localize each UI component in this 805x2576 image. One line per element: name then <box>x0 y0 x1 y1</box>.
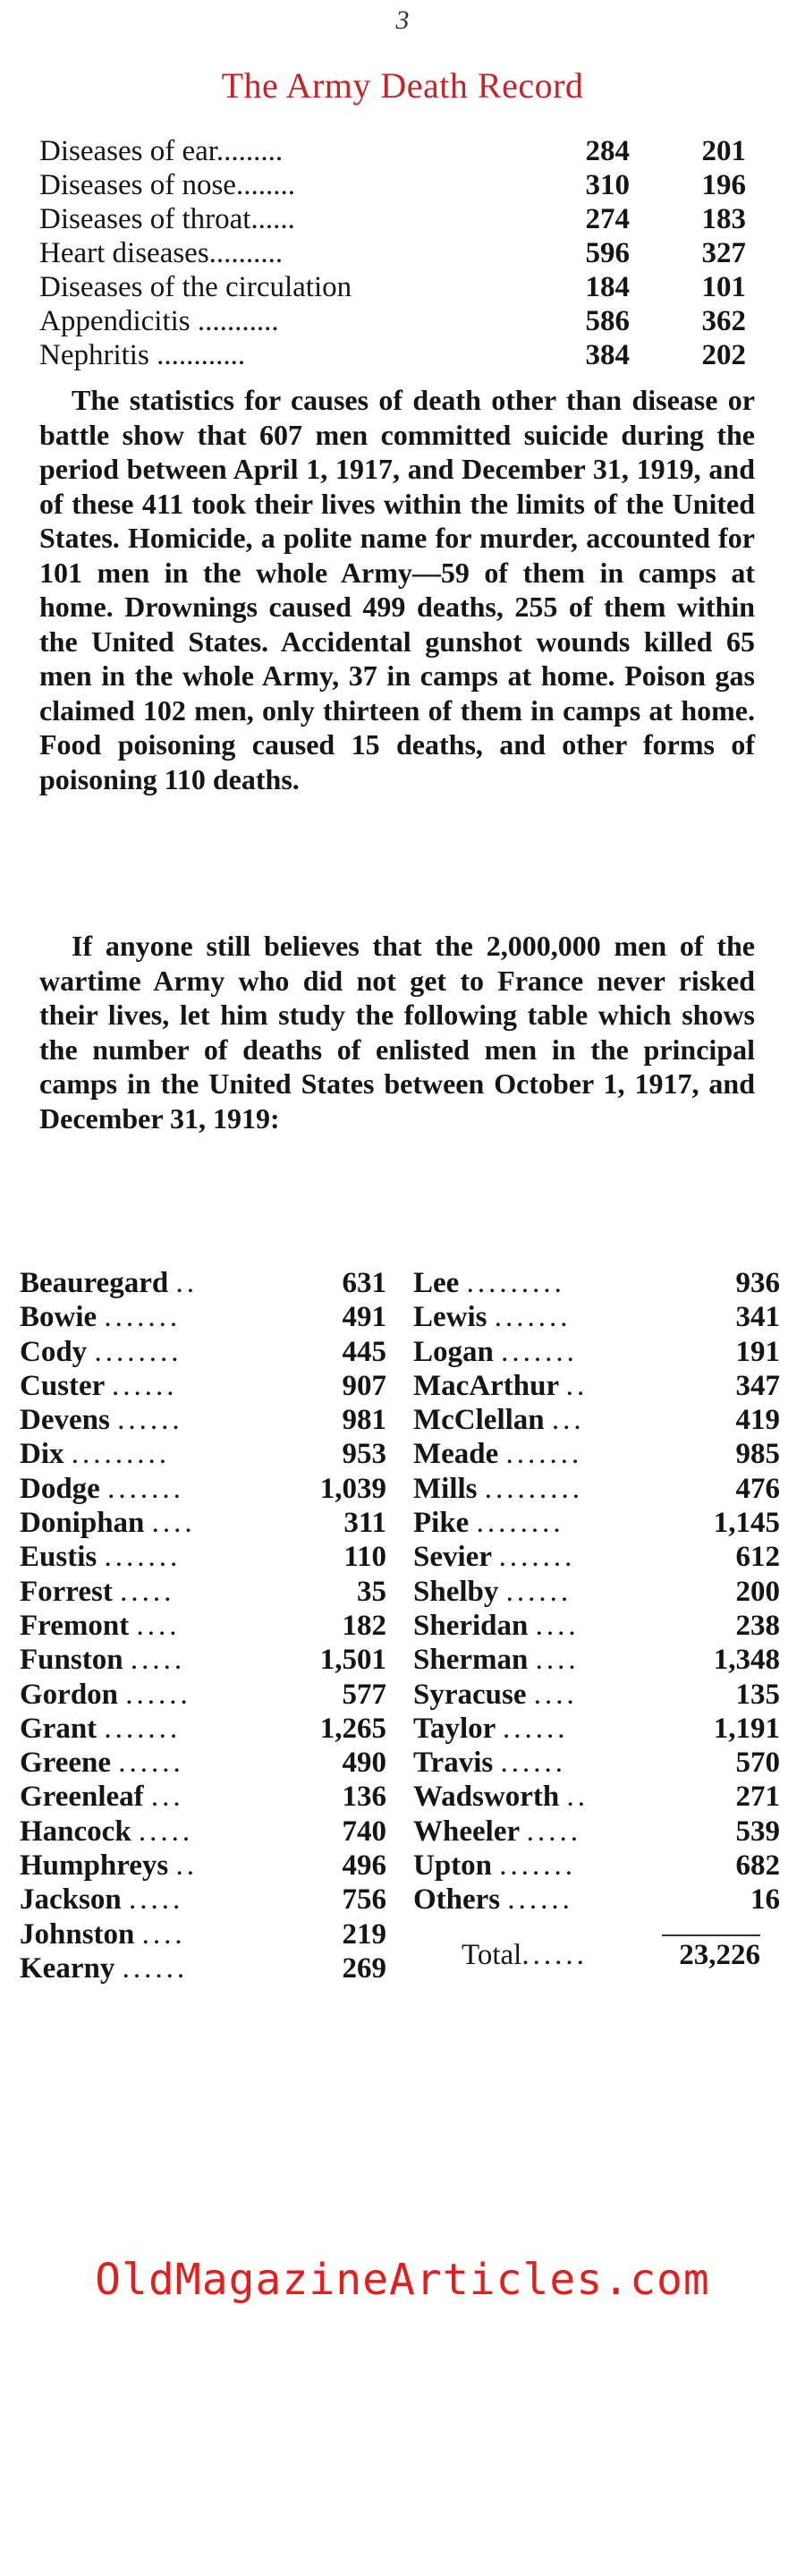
camp-name: Taylor ...... <box>413 1712 569 1745</box>
camp-deaths: 219 <box>342 1917 386 1951</box>
camp-deaths: 238 <box>735 1609 780 1642</box>
camp-row <box>413 1437 780 1471</box>
disease-value-1: 184 <box>585 271 630 303</box>
camp-row <box>413 1335 780 1369</box>
camp-name: Kearny ...... <box>20 1951 189 1985</box>
camp-row <box>20 1849 386 1883</box>
camp-deaths: 200 <box>735 1575 780 1608</box>
disease-name: Heart diseases.......... <box>39 237 284 269</box>
camp-deaths: 1,348 <box>713 1644 780 1677</box>
camp-name: Others ...... <box>413 1883 573 1917</box>
disease-name: Appendicitis ........... <box>39 305 279 337</box>
camp-deaths: 110 <box>343 1541 386 1574</box>
camp-deaths: 631 <box>342 1267 386 1299</box>
site-watermark: OldMagazineArticles.com <box>95 2255 710 2305</box>
camp-row <box>413 1815 780 1849</box>
camp-name: Greene ...... <box>20 1747 184 1780</box>
camp-column-right <box>413 1266 780 1917</box>
camp-deaths: 311 <box>343 1507 386 1540</box>
camp-deaths: 445 <box>342 1335 386 1368</box>
camp-name: Doniphan .... <box>20 1507 196 1540</box>
total-row <box>394 1938 760 1972</box>
disease-value-1: 310 <box>585 169 630 201</box>
camp-name: Wheeler ..... <box>413 1815 582 1848</box>
camp-deaths: 191 <box>735 1335 780 1368</box>
camp-row <box>20 1951 386 1985</box>
disease-value-2: 327 <box>701 237 746 269</box>
camp-row <box>20 1712 386 1746</box>
camp-name: Devens ...... <box>20 1404 183 1437</box>
camp-deaths: 612 <box>735 1541 780 1574</box>
disease-row <box>39 304 755 338</box>
article-title: The Army Death Record <box>221 65 584 106</box>
camp-deaths: 1,039 <box>319 1472 386 1505</box>
camp-deaths: 490 <box>342 1747 386 1780</box>
camp-row <box>20 1780 386 1814</box>
camp-row <box>20 1815 386 1849</box>
camp-row <box>20 1266 386 1300</box>
camp-name: Wadsworth .. <box>413 1781 589 1814</box>
disease-value-1: 596 <box>585 237 630 269</box>
camp-deaths: 16 <box>750 1883 780 1917</box>
camp-deaths: 1,145 <box>713 1507 780 1540</box>
disease-name: Diseases of the circulation <box>39 271 352 303</box>
camp-name: Gordon ...... <box>20 1678 191 1711</box>
disease-value-2: 183 <box>701 203 746 235</box>
camp-deaths: 985 <box>735 1438 780 1471</box>
camp-row <box>413 1575 780 1609</box>
disease-value-2: 202 <box>701 339 746 371</box>
camp-name: Pike ........ <box>413 1507 564 1540</box>
camp-row <box>20 1746 386 1780</box>
camp-deaths: 341 <box>735 1301 780 1334</box>
camp-name: Dix ......... <box>20 1438 170 1471</box>
camp-row <box>413 1609 780 1643</box>
disease-value-2: 101 <box>701 271 746 303</box>
disease-name: Nephritis ............ <box>39 339 246 371</box>
camp-name: Lee ......... <box>413 1267 565 1299</box>
camp-row <box>413 1403 780 1437</box>
camp-deaths: 1,501 <box>319 1644 386 1677</box>
total-rule <box>662 1934 760 1936</box>
camp-name: Dodge ....... <box>20 1472 184 1505</box>
page-number: 3 <box>395 5 410 35</box>
disease-name: Diseases of throat...... <box>39 203 295 235</box>
camp-row <box>20 1472 386 1506</box>
camp-deaths: 577 <box>342 1678 386 1711</box>
camp-name: Syracuse .... <box>413 1678 578 1711</box>
camp-row <box>20 1643 386 1677</box>
camp-name: Shelby ...... <box>413 1575 572 1608</box>
disease-name: Diseases of nose........ <box>39 169 295 201</box>
camp-row <box>20 1437 386 1471</box>
disease-value-1: 384 <box>585 339 630 371</box>
camp-deaths: 347 <box>735 1369 780 1402</box>
camp-column-left <box>20 1266 386 1985</box>
disease-value-1: 284 <box>585 135 630 167</box>
camp-deaths: 1,265 <box>319 1712 386 1745</box>
camp-row <box>20 1335 386 1369</box>
disease-table <box>39 134 755 372</box>
camp-name: Mills ......... <box>413 1472 583 1505</box>
camp-row <box>413 1369 780 1403</box>
camp-row <box>413 1849 780 1883</box>
camp-deaths: 135 <box>735 1678 780 1711</box>
camp-row <box>20 1369 386 1403</box>
camp-name: Sherman .... <box>413 1644 580 1677</box>
camp-deaths: 756 <box>342 1883 386 1917</box>
camp-deaths: 136 <box>342 1781 386 1814</box>
disease-row <box>39 236 755 270</box>
camp-deaths: 570 <box>735 1747 780 1780</box>
camp-row <box>20 1403 386 1437</box>
camp-name: Grant ....... <box>20 1712 182 1745</box>
camp-name: Eustis ....... <box>20 1541 182 1574</box>
camp-row <box>20 1575 386 1609</box>
camp-row <box>413 1883 780 1917</box>
camp-name: Johnston .... <box>20 1917 186 1951</box>
camp-name: Custer ...... <box>20 1369 178 1402</box>
camp-deaths: 953 <box>342 1438 386 1471</box>
camp-name: Beauregard .. <box>20 1267 198 1299</box>
disease-row <box>39 134 755 168</box>
camp-row <box>413 1472 780 1506</box>
camp-row <box>20 1506 386 1540</box>
disease-row <box>39 270 755 304</box>
camp-row <box>413 1746 780 1780</box>
camp-name: McClellan ... <box>413 1404 585 1437</box>
disease-value-1: 586 <box>585 305 630 337</box>
camp-row <box>413 1643 780 1677</box>
camp-name: Forrest ..... <box>20 1575 175 1608</box>
camp-row <box>20 1883 386 1917</box>
camp-deaths: 476 <box>735 1472 780 1505</box>
disease-value-2: 201 <box>701 135 746 167</box>
camp-deaths: 491 <box>342 1301 386 1334</box>
camp-deaths: 35 <box>357 1575 386 1608</box>
camp-row <box>413 1780 780 1814</box>
camp-name: Cody ........ <box>20 1335 182 1368</box>
camp-name: Jackson ..... <box>20 1883 184 1917</box>
disease-row <box>39 168 755 202</box>
camp-deaths: 182 <box>342 1609 386 1642</box>
camp-deaths: 981 <box>342 1404 386 1437</box>
camp-name: Lewis ....... <box>413 1301 572 1334</box>
paragraph-camps-intro: If anyone still believes that the 2,000,000 men of the wartime Army who did not get to France never risked their lives, let him study the following table which shows the number of deaths of enlisted men in the principal camps in the United States between October 1, 1917, and December 31, 1919: <box>39 930 755 1135</box>
disease-value-1: 274 <box>585 203 630 235</box>
camp-row <box>20 1540 386 1574</box>
camp-name: Greenleaf ... <box>20 1781 184 1814</box>
camp-row <box>20 1678 386 1712</box>
camp-name: Upton ....... <box>413 1849 577 1883</box>
disease-row <box>39 338 755 372</box>
total-label: Total...... <box>462 1939 588 1971</box>
total-value: 23,226 <box>679 1939 760 1971</box>
disease-name: Diseases of ear......... <box>39 135 284 167</box>
camp-deaths: 496 <box>342 1849 386 1883</box>
camp-name: Humphreys .. <box>20 1849 199 1883</box>
camp-row <box>413 1540 780 1574</box>
camp-row <box>413 1300 780 1334</box>
camp-deaths: 539 <box>735 1815 780 1848</box>
disease-value-2: 362 <box>701 305 746 337</box>
camp-row <box>413 1712 780 1746</box>
camp-row <box>20 1609 386 1643</box>
camp-name: Fremont .... <box>20 1609 181 1642</box>
camp-name: Funston ..... <box>20 1644 186 1677</box>
camp-deaths: 419 <box>735 1404 780 1437</box>
disease-row <box>39 202 755 236</box>
camp-row <box>20 1917 386 1951</box>
camp-deaths: 740 <box>342 1815 386 1848</box>
camp-deaths: 1,191 <box>713 1712 780 1745</box>
camp-name: MacArthur .. <box>413 1369 589 1402</box>
camp-deaths: 936 <box>735 1267 780 1299</box>
camp-name: Sheridan .... <box>413 1609 580 1642</box>
camp-row <box>20 1300 386 1334</box>
camp-deaths: 271 <box>735 1781 780 1814</box>
camp-deaths: 269 <box>342 1951 386 1985</box>
camp-row <box>413 1506 780 1540</box>
camp-deaths: 907 <box>342 1369 386 1402</box>
camp-row <box>413 1678 780 1712</box>
camp-row <box>413 1266 780 1300</box>
paragraph-other-causes: The statistics for causes of death other than disease or battle show that 607 men committed suicide during the period between April 1, 1917, and December 31, 1919, and of these 411 took their lives within the limits of the United States. Homicide, a polite name for murder, accounted for 101 men in the whole Army—59 of them in camps at home. Drownings caused 499 deaths, 255 of them within the United States. Accidental gunshot wounds killed 65 men in the whole Army, 37 in camps at home. Poison gas claimed 102 men, only thirteen of them in camps at home. Food poisoning caused 15 deaths, and other forms of poisoning 110 deaths. <box>39 384 755 795</box>
camp-name: Meade ....... <box>413 1438 583 1471</box>
camp-deaths: 682 <box>735 1849 780 1883</box>
camp-name: Sevier ....... <box>413 1541 576 1574</box>
disease-value-2: 196 <box>701 169 746 201</box>
camp-name: Hancock ..... <box>20 1815 194 1848</box>
camp-name: Logan ....... <box>413 1335 578 1368</box>
camp-name: Bowie ....... <box>20 1301 182 1334</box>
camp-name: Travis ...... <box>413 1747 566 1780</box>
